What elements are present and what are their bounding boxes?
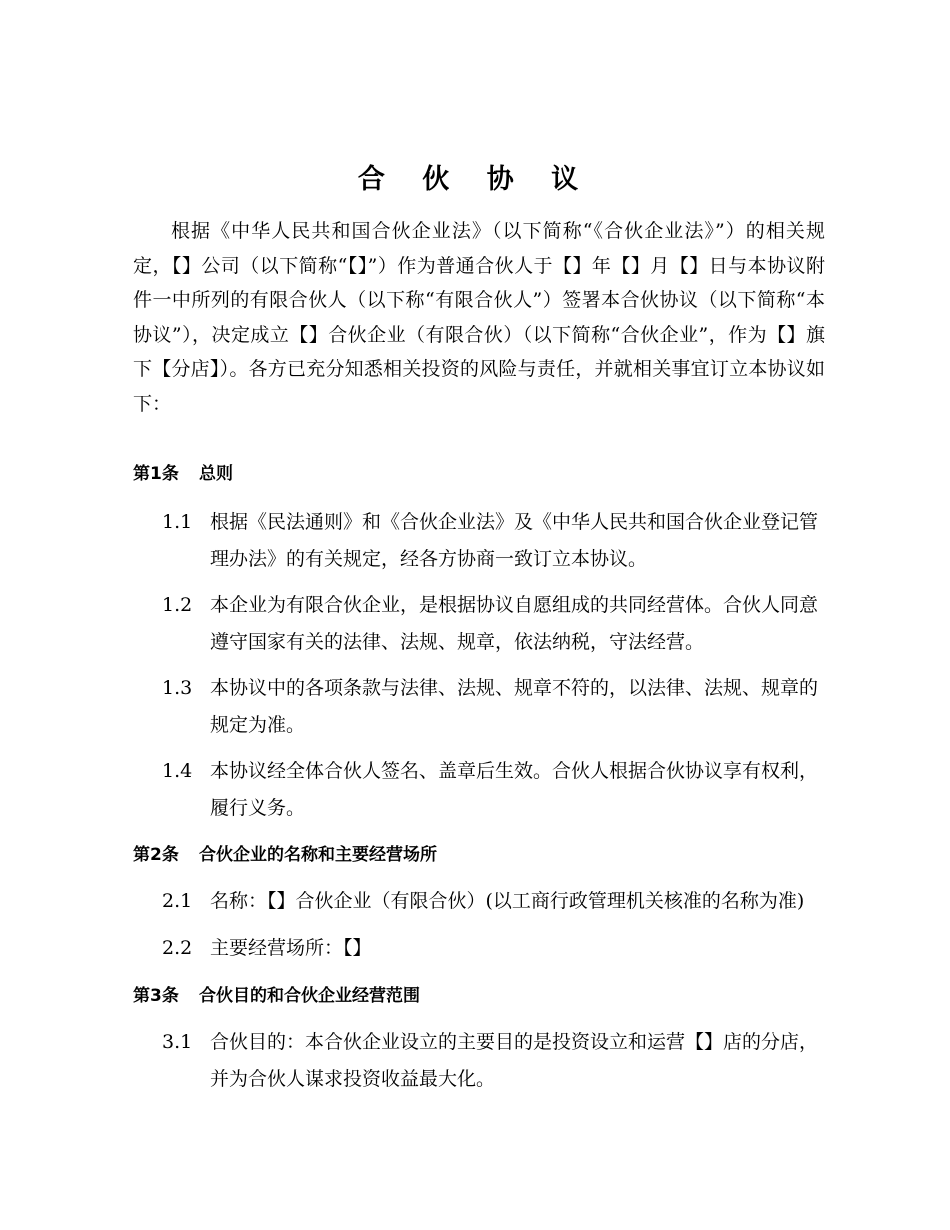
- article-title: 合伙企业的名称和主要经营场所: [199, 845, 437, 865]
- clause-number: 1.2: [162, 594, 193, 616]
- article-number: 第3条: [133, 986, 179, 1006]
- clause-2-2: [162, 930, 822, 967]
- clause-3-1: [162, 1024, 822, 1098]
- article-number: 第2条: [133, 845, 179, 865]
- clause-text: 本协议中的各项条款与法律、法规、规章不符的，以法律、法规、规章的规定为准。: [210, 677, 819, 736]
- clause-number: 3.1: [162, 1031, 193, 1053]
- article-heading-2: [133, 843, 437, 867]
- article-title: 总则: [199, 464, 233, 484]
- clause-1-2: [162, 587, 822, 661]
- clause-number: 1.3: [162, 677, 193, 699]
- clause-2-1: [162, 883, 822, 920]
- clause-text: 根据《民法通则》和《合伙企业法》及《中华人民共和国合伙企业登记管理办法》的有关规定，经各方协商一致订立本协议。: [210, 511, 819, 570]
- clause-number: 1.1: [162, 511, 193, 533]
- clause-text: 合伙目的：本合伙企业设立的主要目的是投资设立和运营【】店的分店，并为合伙人谋求投资收益最大化。: [210, 1031, 819, 1090]
- clause-1-1: [162, 504, 822, 578]
- clause-text: 名称：【】合伙企业（有限合伙）(以工商行政管理机关核准的名称为准): [210, 890, 805, 912]
- document-title: 合 伙 协 议: [357, 164, 593, 195]
- clause-1-3: [162, 670, 822, 744]
- article-heading-1: [133, 462, 233, 486]
- article-heading-3: [133, 984, 420, 1008]
- clause-text: 主要经营场所：【】: [210, 937, 372, 959]
- clause-number: 2.2: [162, 937, 193, 959]
- article-title: 合伙目的和合伙企业经营范围: [199, 986, 420, 1006]
- clause-text: 本企业为有限合伙企业，是根据协议自愿组成的共同经营体。合伙人同意遵守国家有关的法律、法规、规章，依法纳税，守法经营。: [210, 594, 819, 653]
- intro-paragraph: 根据《中华人民共和国合伙企业法》（以下简称“《合伙企业法》”）的相关规定，【】公司（以下简称“【】”）作为普通合伙人于【】年【】月【】日与本协议附件一中所列的有限合伙人（以下称“有限合伙人”）签署本合伙协议（以下简称“本协议”），决定成立【】合伙企业（有限合伙）（以下简称“合伙企业”，作为【】旗下【分店】）。各方已充分知悉相关投资的风险与责任，并就相关事宜订立本协议如下：: [133, 220, 825, 415]
- clause-number: 1.4: [162, 760, 193, 782]
- clause-1-4: [162, 753, 822, 827]
- article-number: 第1条: [133, 464, 179, 484]
- clause-text: 本协议经全体合伙人签名、盖章后生效。合伙人根据合伙协议享有权利，履行义务。: [210, 760, 819, 819]
- clause-number: 2.1: [162, 890, 193, 912]
